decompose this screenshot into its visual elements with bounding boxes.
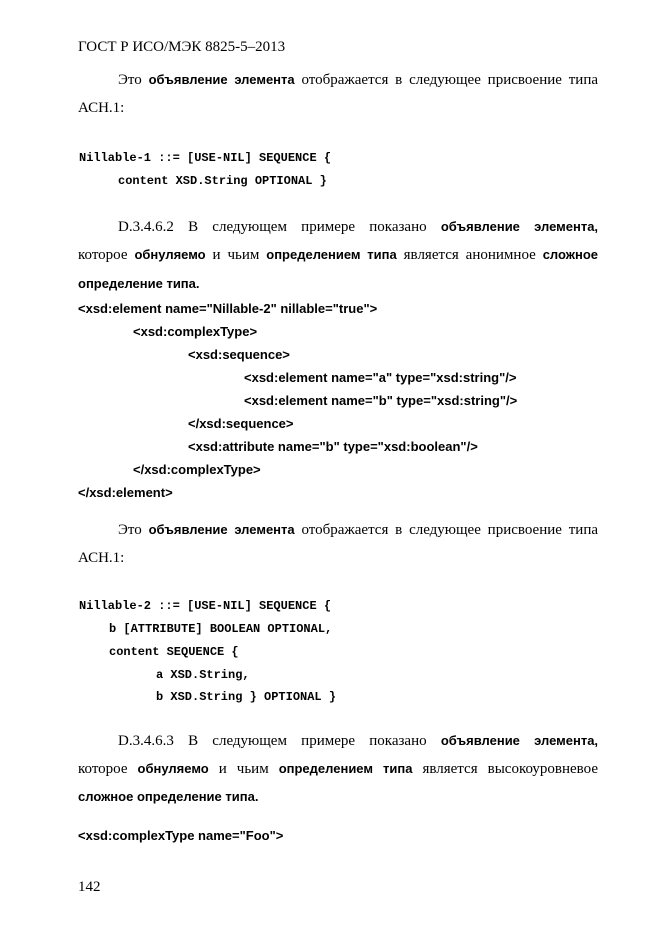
paragraph-2-line-2: которое обнуляемо и чьим определением типа является анонимное сложное [78, 247, 599, 263]
xml-line: <xsd:sequence> [188, 347, 290, 362]
paragraph-4-line-2: которое обнуляемо и чьим определением типа является высокоуровневое [78, 761, 598, 777]
xml-line: <xsd:complexType name="Foo"> [78, 828, 284, 843]
paragraph-3-line-1: Это объявление элемента отображается в следующее присвоение типа [118, 522, 599, 538]
xml-line: <xsd:complexType> [133, 324, 258, 339]
xml-line: <xsd:element name="b" type="xsd:string"/> [244, 393, 518, 408]
page-number: 142 [78, 879, 101, 895]
paragraph-3-line-2: АСН.1: [78, 550, 125, 566]
paragraph-2-line-3: определение типа. [78, 276, 200, 291]
xml-line: <xsd:element name="Nillable-2" nillable="true"> [78, 301, 378, 316]
xml-line: <xsd:element name="a" type="xsd:string"/> [244, 370, 517, 385]
paragraph-1-line-1: Это объявление элемента отображается в следующее присвоение типа [118, 72, 599, 88]
code-line: content XSD.String OPTIONAL } [118, 174, 327, 188]
paragraph-1-line-2: АСН.1: [78, 100, 125, 116]
paragraph-4-line-3: сложное определение типа. [78, 789, 259, 804]
paragraph-2-line-1: D.3.4.6.2 В следующем примере показано объявление элемента, [118, 219, 599, 235]
code-line: Nillable-1 ::= [USE-NIL] SEQUENCE { [79, 151, 332, 165]
xml-line: <xsd:attribute name="b" type="xsd:boolean"/> [188, 439, 478, 454]
code-line: a XSD.String, [156, 668, 250, 682]
code-line: content SEQUENCE { [109, 645, 239, 659]
document-header: ГОСТ Р ИСО/МЭК 8825-5–2013 [78, 39, 286, 55]
code-line: b XSD.String } OPTIONAL } [156, 690, 337, 704]
paragraph-4-line-1: D.3.4.6.3 В следующем примере показано объявление элемента, [118, 733, 599, 749]
xml-line: </xsd:complexType> [133, 462, 261, 477]
code-line: b [ATTRIBUTE] BOOLEAN OPTIONAL, [109, 622, 333, 636]
xml-line: </xsd:element> [78, 485, 173, 500]
code-line: Nillable-2 ::= [USE-NIL] SEQUENCE { [79, 599, 332, 613]
xml-line: </xsd:sequence> [188, 416, 294, 431]
